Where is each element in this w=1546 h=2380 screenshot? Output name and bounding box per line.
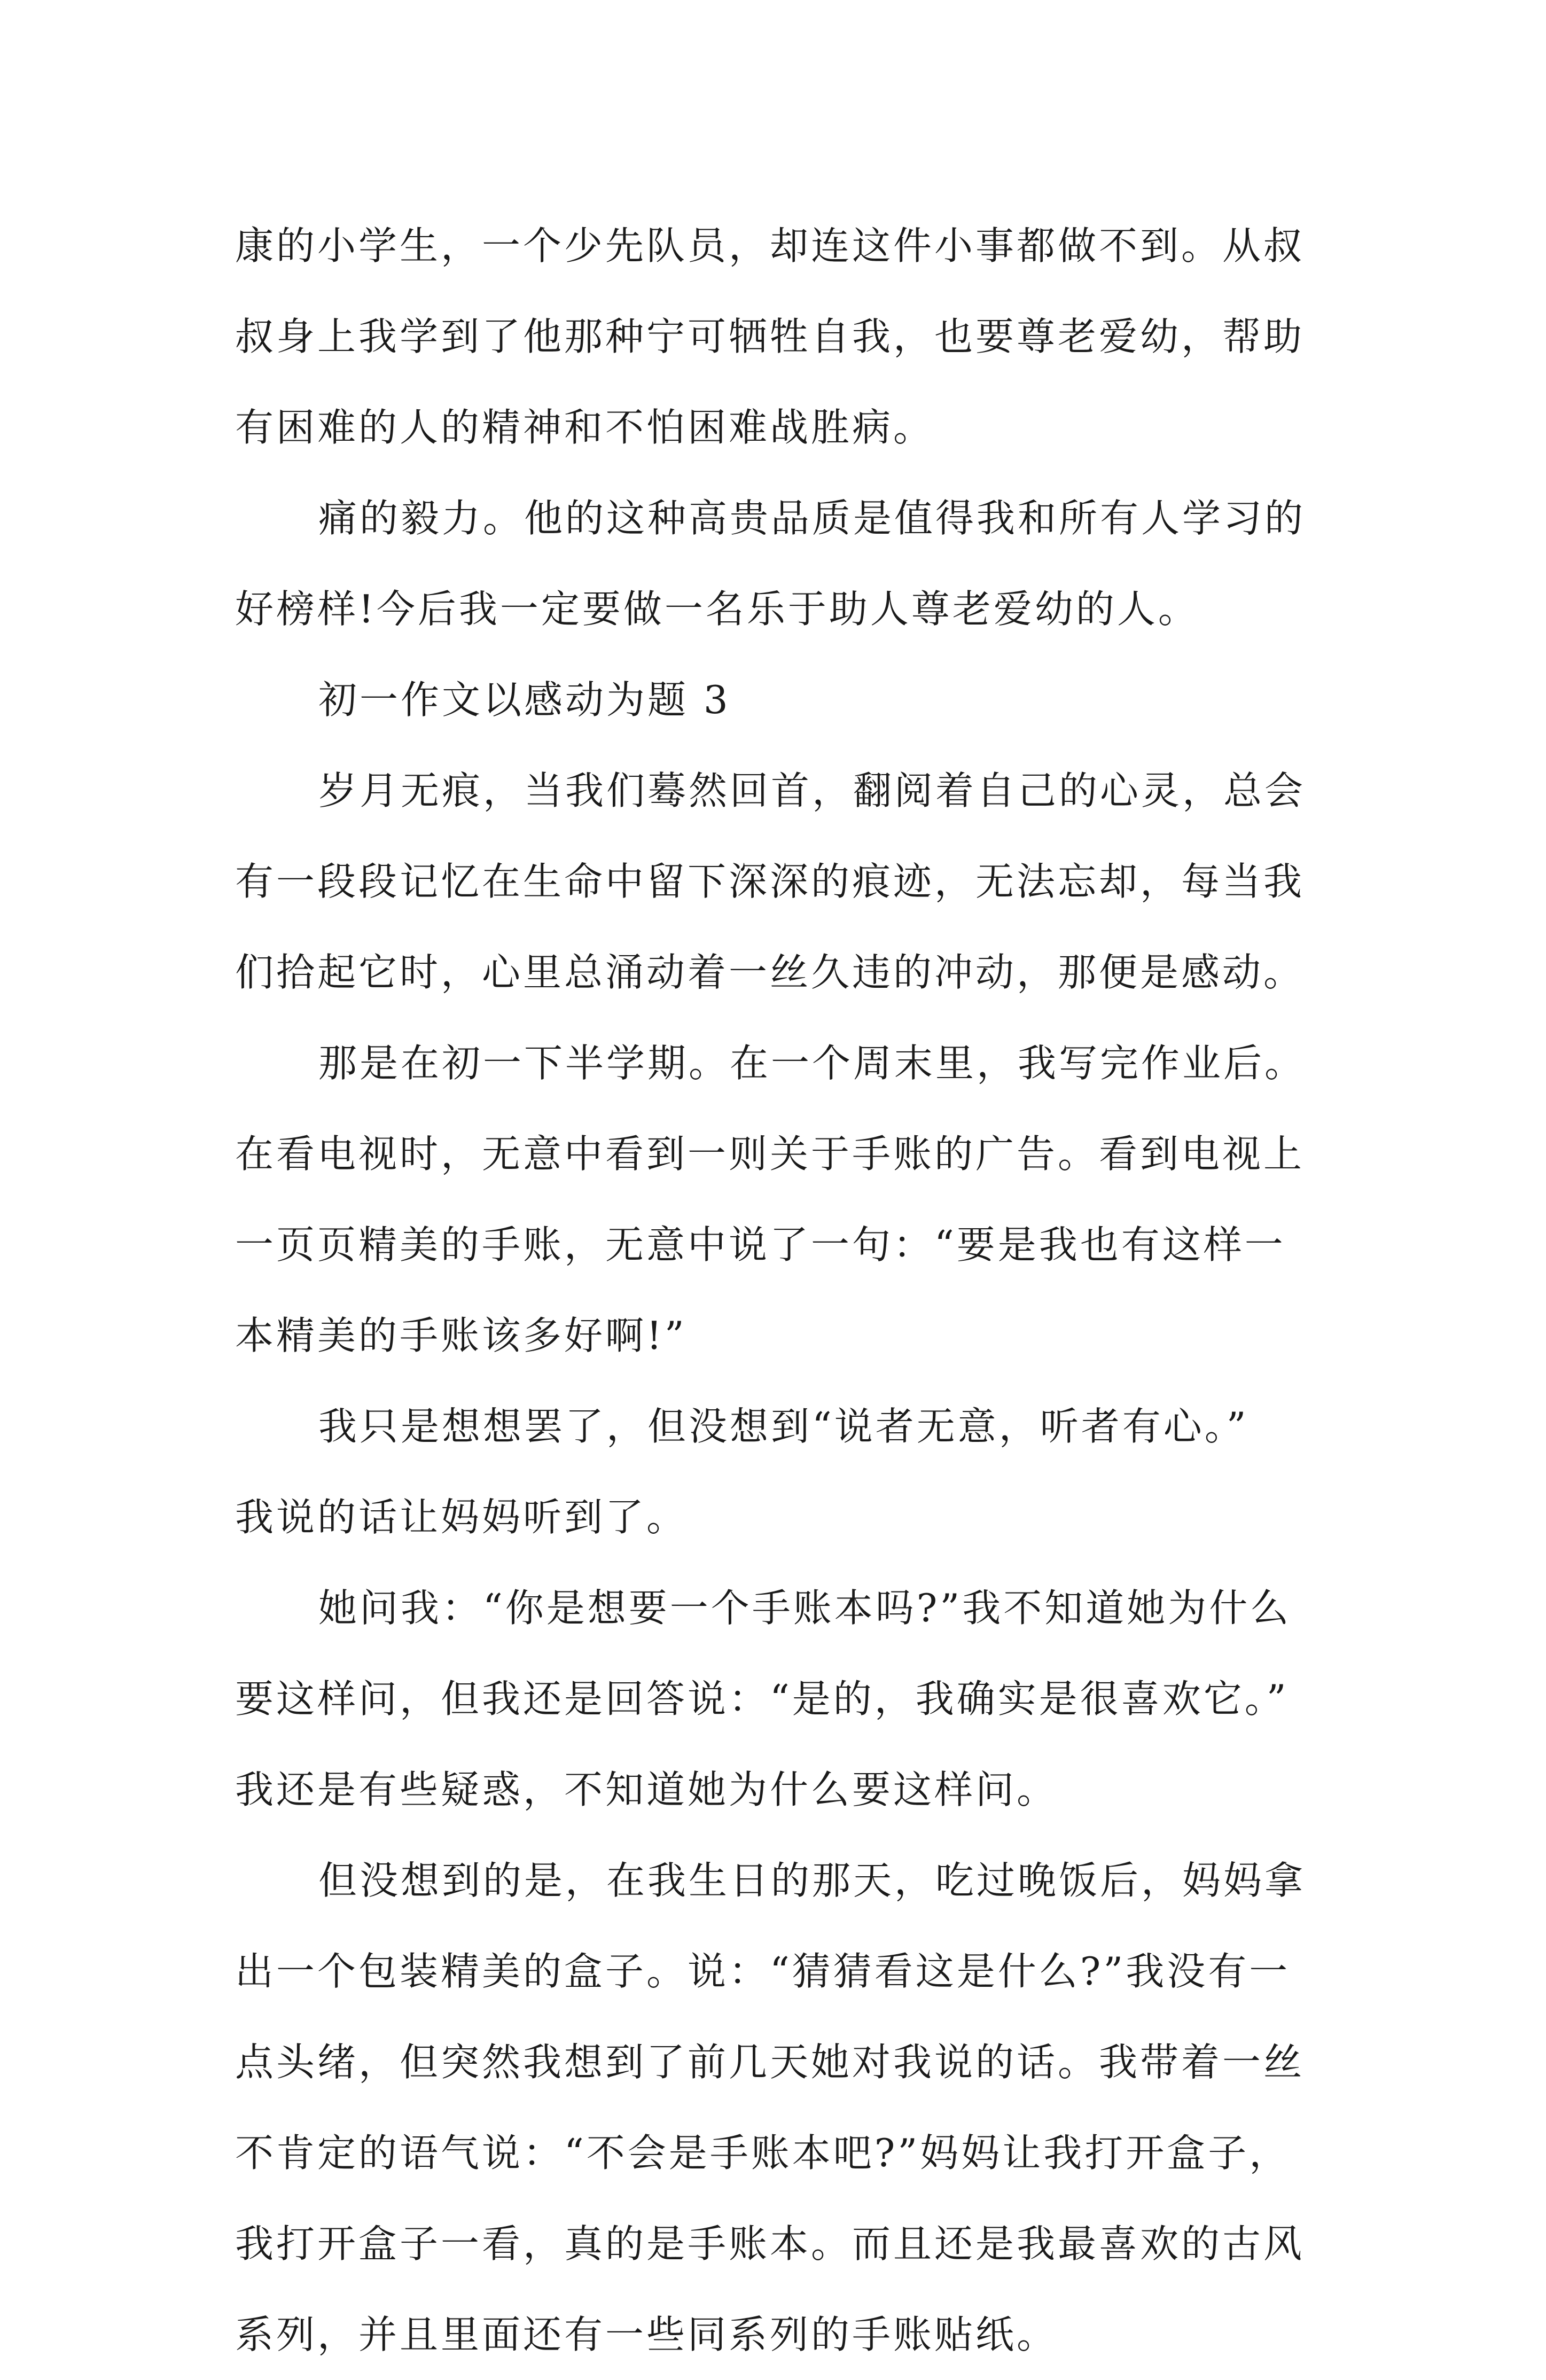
text-line: 我还是有些疑惑，不知道她为什么要这样问。 — [235, 1767, 1058, 1812]
section-heading: 初一作文以感动为题 3 — [318, 677, 731, 722]
text-line: 叔身上我学到了他那种宁可牺牲自我，也要尊老爱幼，帮助 — [235, 314, 1305, 359]
text-line: 点头绪，但突然我想到了前几天她对我说的话。我带着一丝 — [235, 2040, 1305, 2085]
paragraph-start-line: 岁月无痕，当我们蓦然回首，翻阅着自己的心灵，总会 — [318, 768, 1306, 813]
paragraph-start-line: 她问我：“你是想要一个手账本吗?”我不知道她为什么 — [318, 1586, 1292, 1630]
paragraph-start-line: 我只是想想罢了，但没想到“说者无意，听者有心。” — [318, 1404, 1249, 1449]
paragraph-start-line: 但没想到的是，在我生日的那天，吃过晚饭后，妈妈拿 — [318, 1858, 1306, 1903]
text-line: 不肯定的语气说：“不会是手账本吧?”妈妈让我打开盒子， — [235, 2131, 1291, 2175]
text-line: 一页页精美的手账，无意中说了一句：“要是我也有这样一 — [235, 1222, 1286, 1267]
text-line: 有困难的人的精神和不怕困难战胜病。 — [235, 405, 935, 450]
text-line: 出一个包装精美的盒子。说：“猜猜看这是什么?”我没有一 — [235, 1949, 1291, 1994]
text-line: 我说的话让妈妈听到了。 — [235, 1495, 688, 1540]
text-line: 系列，并且里面还有一些同系列的手账贴纸。 — [235, 2312, 1058, 2357]
text-line: 我打开盒子一看，真的是手账本。而且还是我最喜欢的古风 — [235, 2221, 1305, 2266]
text-line: 要这样问，但我还是回答说：“是的，我确实是很喜欢它。” — [235, 1676, 1289, 1721]
text-line: 们拾起它时，心里总涌动着一丝久违的冲动，那便是感动。 — [235, 950, 1305, 995]
text-line: 好榜样!今后我一定要做一名乐于助人尊老爱幼的人。 — [235, 587, 1199, 631]
text-line: 康的小学生，一个少先队员，却连这件小事都做不到。从叔 — [235, 223, 1305, 268]
text-line: 本精美的手账该多好啊!” — [235, 1313, 687, 1358]
text-line: 有一段段记忆在生命中留下深深的痕迹，无法忘却，每当我 — [235, 859, 1305, 904]
paragraph-start-line: 那是在初一下半学期。在一个周末里，我写完作业后。 — [318, 1041, 1306, 1086]
paragraph-start-line: 痛的毅力。他的这种高贵品质是值得我和所有人学习的 — [318, 496, 1306, 541]
document-body — [235, 200, 1314, 2380]
text-line: 在看电视时，无意中看到一则关于手账的广告。看到电视上 — [235, 1132, 1305, 1176]
